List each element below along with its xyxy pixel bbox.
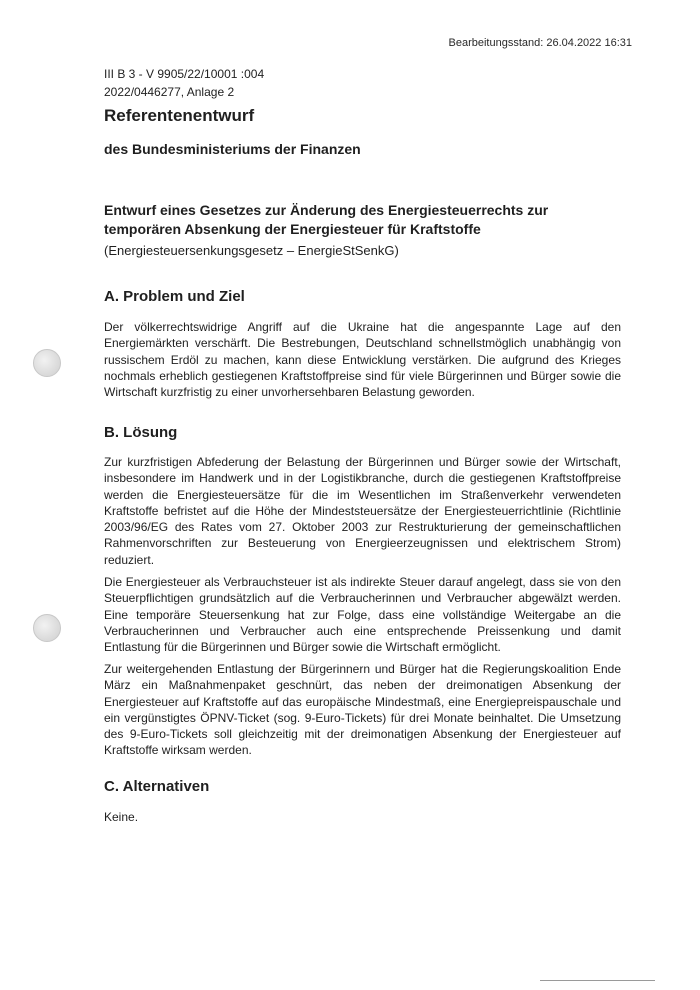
- section-b-heading: B. Lösung: [104, 424, 178, 441]
- footer-rule: [540, 980, 655, 981]
- reference-attachment: 2022/0446277, Anlage 2: [104, 85, 235, 99]
- document-title: Referentenentwurf: [104, 106, 255, 125]
- law-title: Entwurf eines Gesetzes zur Änderung des Energiesteuerrechts zur temporären Absenkung der Energiesteuer für Kraftstoffe: [104, 202, 549, 237]
- edit-status: Bearbeitungsstand: 26.04.2022 16:31: [448, 37, 632, 49]
- reference-block: [104, 65, 264, 101]
- section-c-paragraph: Keine.: [104, 810, 139, 824]
- punch-hole-bottom: [33, 614, 61, 642]
- section-b-paragraph-2: Die Energiesteuer als Verbrauchsteuer ist als indirekte Steuer darauf angelegt, dass sie von den Steuerpflichtigen grundsätzlich auf die Verbraucherinnen und Verbraucher abgewälzt werden. Eine temporäre Steuersenkung hat zur Folge, dass eine vollständige Weitergabe an die Verbraucherinnen und Verbraucher auch eine entsprechende Preissenkung und damit Entlastung für die Bürgerinnen und Bürger sowie die Wirtschaft ermöglicht.: [104, 575, 621, 655]
- punch-hole-top: [33, 349, 61, 377]
- section-b-paragraph-3: Zur weitergehenden Entlastung der Bürgerinnern und Bürger hat die Regierungskoalition Ende März ein Maßnahmenpaket geschnürt, das neben der dreimonatigen Absenkung der Energiesteuer auf Kraftstoffe auf das europäische Mindestmaß, eine Energiepreispauschale und ein vergünstigtes ÖPNV-Ticket (sog. 9-Euro-Tickets) für drei Monate beinhaltet. Die Umsetzung des 9-Euro-Tickets soll gleichzeitig mit der dreimonatigen Absenkung der Energiesteuer auf Kraftstoffe wirksam werden.: [104, 662, 621, 758]
- reference-number: III B 3 - V 9905/22/10001 :004: [104, 67, 265, 81]
- section-a-paragraph: Der völkerrechtswidrige Angriff auf die Ukraine hat die angespannte Lage auf den Energiemärkten verschärft. Die Bestrebungen, Deutschland schnellstmöglich unabhängig von russischem Erdöl zu machen, kann diese Entwicklung verstärken. Die aufgrund des Krieges nochmals erheblich gestiegenen Kraftstoffpreise sind für viele Bürgerinnen und Bürger sowie die Wirtschaft kurzfristig zu einer unvorhersehbaren Belastung geworden.: [104, 320, 621, 400]
- law-short-title: (Energiesteuersenkungsgesetz – EnergieStSenkG): [104, 243, 399, 258]
- section-a-heading: A. Problem und Ziel: [104, 288, 245, 305]
- section-b-paragraph-1: Zur kurzfristigen Abfederung der Belastung der Bürgerinnen und Bürger sowie der Wirtschaft, insbesondere im Handwerk und in der Logistikbranche, durch die gestiegenen Kraftstoffpreise werden die Energiesteuersätze für die im Wesentlichen im Straßenverkehr verwendeten Kraftstoffe befristet auf die Höhe der Mindeststeuersätze der Energiesteuerrichtlinie (Richtlinie 2003/96/EG des Rates vom 27. Oktober 2003 zur Restrukturierung der gemeinschaftlichen Rahmenvorschriften zur Besteuerung von Energieerzeugnissen und elektrischem Strom) reduziert.: [104, 455, 621, 567]
- section-c-heading: C. Alternativen: [104, 778, 210, 795]
- document-subtitle: des Bundesministeriums der Finanzen: [104, 141, 361, 157]
